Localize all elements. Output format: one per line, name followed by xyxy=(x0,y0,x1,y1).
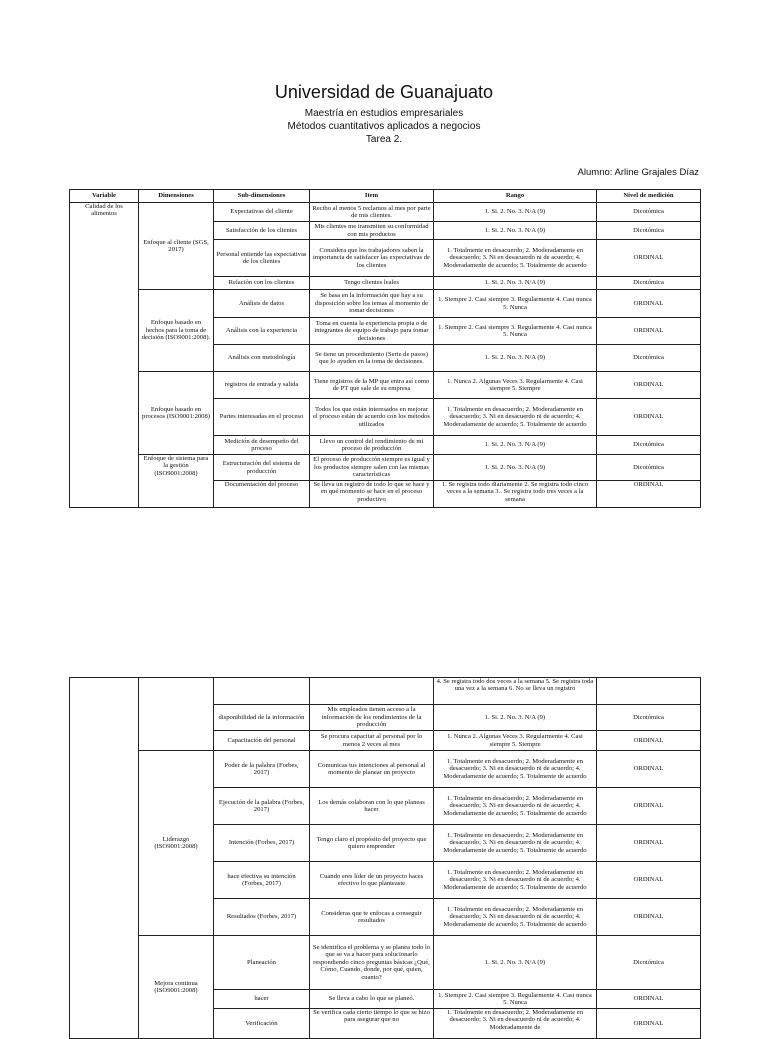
nivel-cell: ORDINAL xyxy=(597,751,701,788)
rango-cell: 1. Totalmente en desacuerdo; 2. Moderadamente en desacuerdo; 3. Ni en desacuerdo ni de acuerdo; 4. Moderadamente de acuerdo; 5. Totalmente de acuerdo xyxy=(434,825,597,862)
page-subtitle-course: Métodos cuantitativos aplicados a negocios xyxy=(287,121,481,132)
dimension-cell: Liderazgo (ISO9001:2008) xyxy=(139,751,214,936)
item-cell: Tengo claro el propósito del proyecto que quiero emprender xyxy=(310,825,434,862)
item-cell: Se identifica el problema y se planea todo lo que se va a hacer para solucionarlo respondiendo cinco preguntas básicas ¿Qué, Cómo, Cuando, donde, por qué, quien, cuanto? xyxy=(310,936,434,990)
variables-table-page2 xyxy=(69,677,701,1039)
rango-cell: 1. Totalmente en desacuerdo; 2. Moderadamente en desacuerdo; 3. Ni en desacuerdo ni de acuerdo; 4. Moderadamente de acuerdo; 5. Totalmente de acuerdo xyxy=(434,899,597,936)
table-row xyxy=(70,678,701,705)
item-cell: Se tiene un procedimiento (Serie de pasos) que lo ayuden en la toma de decisiones. xyxy=(310,345,434,372)
column-header: Variable xyxy=(70,190,139,203)
rango-cell: 1. Si. 2. No. 3. N/A (9) xyxy=(434,222,597,240)
subdimension-cell: Planeación xyxy=(214,936,310,990)
nivel-cell: ORDINAL xyxy=(597,731,701,751)
rango-cell: 1. Si. 2. No. 3. N/A (9) xyxy=(434,936,597,990)
item-cell xyxy=(310,678,434,705)
variable-cell: Calidad de los alimentos xyxy=(70,203,139,508)
table-row xyxy=(70,372,701,399)
column-header: Nivel de medición xyxy=(597,190,701,203)
nivel-cell: ORDINAL xyxy=(597,372,701,399)
item-cell: Cuando eres líder de un proyecto haces efectivo lo que planteaste xyxy=(310,862,434,899)
rango-cell: 1. Siempre 2. Casi siempre 3. Regularmente 4. Casi nunca 5. Nunca xyxy=(434,990,597,1009)
item-cell: Los demás colaboran con lo que planeas hacer xyxy=(310,788,434,825)
nivel-cell: Dicotómica xyxy=(597,705,701,731)
rango-cell: 1. Si. 2. No. 3. N/A (9) xyxy=(434,705,597,731)
subdimension-cell: Verificación xyxy=(214,1009,310,1039)
item-cell: Todos los que están interesados en mejorar el proceso están de acuerdo con los métodos utilizados xyxy=(310,399,434,436)
subdimension-cell: hace efectiva su intención (Forbes, 2017) xyxy=(214,862,310,899)
rango-cell: 1. Totalmente en desacuerdo; 2. Moderadamente en desacuerdo; 3. Ni en desacuerdo ni de acuerdo; 4. Moderadamente de acuerdo; 5. Totalmente de acuerdo xyxy=(434,399,597,436)
item-cell: Se lleva un registro de todo lo que se hace y en qué momento se hace en el proceso productivo xyxy=(310,481,434,508)
rango-cell: 1. Si. 2. No. 3. N/A (9) xyxy=(434,345,597,372)
student-name: Alumno: Arline Grajales Díaz xyxy=(577,167,699,178)
nivel-cell: ORDINAL xyxy=(597,990,701,1009)
item-cell: Se basa en la información que hay a su disposición sobre los temas al momento de tomar decisiones xyxy=(310,290,434,318)
table-row xyxy=(70,290,701,318)
item-cell: Comunicas tus intenciones al personal al momento de planear un proyecto xyxy=(310,751,434,788)
dimension-cell: Enfoque basado en procesos (ISO9001:2008) xyxy=(139,372,214,455)
subdimension-cell: Análisis con metodología xyxy=(214,345,310,372)
rango-cell: 1. Siempre 2. Casi siempre 3. Regularmente 4. Casi nunca 5. Nunca xyxy=(434,290,597,318)
subdimension-cell: Intención (Forbes, 2017) xyxy=(214,825,310,862)
table-row xyxy=(70,936,701,990)
dimension-cell: Enfoque de sistema para la gestión (ISO9001:2008) xyxy=(139,455,214,508)
dimension-cell: Enfoque basado en hechos para la toma de decisión (ISO9001:2008). xyxy=(139,290,214,372)
item-cell: Se procura capacitar al personal por lo menos 2 veces al mes xyxy=(310,731,434,751)
rango-cell: 4. Se registra todo dos veces a la semana 5. Se registra toda una vez a la semana 6. No se lleva un registro xyxy=(434,678,597,705)
subdimension-cell: Documentación del proceso xyxy=(214,481,310,508)
subdimension-cell xyxy=(214,678,310,705)
dimension-cell: Enfoque al cliente (SGS, 2017) xyxy=(139,203,214,290)
nivel-cell: ORDINAL xyxy=(597,240,701,277)
dimension-cell xyxy=(139,678,214,751)
subdimension-cell: Relación con los clientes xyxy=(214,277,310,290)
item-cell: Tengo clientes leales xyxy=(310,277,434,290)
subdimension-cell: Capacitación del personal xyxy=(214,731,310,751)
rango-cell: 1. Totalmente en desacuerdo; 2. Moderadamente en desacuerdo; 3. Ni en desacuerdo ni de acuerdo; 4. Moderadamente de acuerdo; 5. Totalmente de acuerdo xyxy=(434,240,597,277)
column-header: Rango xyxy=(434,190,597,203)
nivel-cell: ORDINAL xyxy=(597,825,701,862)
item-cell: El proceso de producción siempre es igual y los productos siempre salen con las mismas características xyxy=(310,455,434,481)
nivel-cell: Dicotómica xyxy=(597,345,701,372)
nivel-cell: Dicotómica xyxy=(597,222,701,240)
column-header: Dimensiones xyxy=(139,190,214,203)
nivel-cell: Dicotómica xyxy=(597,277,701,290)
nivel-cell: ORDINAL xyxy=(597,1009,701,1039)
subdimension-cell: Expectativas del cliente xyxy=(214,203,310,222)
subdimension-cell: Partes interesadas en el proceso xyxy=(214,399,310,436)
rango-cell: 1. Si. 2. No. 3. N/A (9) xyxy=(434,455,597,481)
subdimension-cell: disponibilidad de la información xyxy=(214,705,310,731)
nivel-cell: ORDINAL xyxy=(597,399,701,436)
nivel-cell: ORDINAL xyxy=(597,318,701,345)
rango-cell: 1. Se registra todo diariamente 2. Se registra todo cinco veces a la semana 3.. Se registra todo tres veces a la semana xyxy=(434,481,597,508)
rango-cell: 1. Nunca 2. Algunas Veces 3. Regularmente 4. Casi siempre 5. Siempre xyxy=(434,731,597,751)
item-cell: Llevo un control del rendimiento de mi proceso de producción xyxy=(310,436,434,455)
rango-cell: 1. Si. 2. No. 3. N/A (9) xyxy=(434,203,597,222)
table-row xyxy=(70,203,701,222)
item-cell: Mis empleados tienen acceso a la información de los rendimientos de la producción xyxy=(310,705,434,731)
page-subtitle-program: Maestría en estudios empresariales xyxy=(304,108,464,119)
item-cell: Mis clientes me transmiten su conformidad con mis productos xyxy=(310,222,434,240)
item-cell: Se verifica cada cierto tiempo lo que se hizo para asegurar que no xyxy=(310,1009,434,1039)
item-cell: Toma en cuenta la experiencia propia o de integrantes de equipo de trabajo para tomar decisiones xyxy=(310,318,434,345)
nivel-cell: Dicotómica xyxy=(597,455,701,481)
nivel-cell: Dicotómica xyxy=(597,203,701,222)
subdimension-cell: Personal entiende las expectativas de los clientes xyxy=(214,240,310,277)
rango-cell: 1. Si. 2. No. 3. N/A (9) xyxy=(434,436,597,455)
table-row xyxy=(70,455,701,481)
nivel-cell xyxy=(597,678,701,705)
page-subtitle-assignment: Tarea 2. xyxy=(365,134,403,145)
subdimension-cell: Análisis con la experiencia xyxy=(214,318,310,345)
subdimension-cell: Estructuración del sistema de producción xyxy=(214,455,310,481)
rango-cell: 1. Totalmente en desacuerdo; 2. Moderadamente en desacuerdo; 3. Ni en desacuerdo ni de acuerdo; 4. Moderadamente de xyxy=(434,1009,597,1039)
item-cell: Se lleva a cabo lo que se planeó. xyxy=(310,990,434,1009)
variable-cell xyxy=(70,678,139,1039)
rango-cell: 1. Totalmente en desacuerdo; 2. Moderadamente en desacuerdo; 3. Ni en desacuerdo ni de acuerdo; 4. Moderadamente de acuerdo; 5. Totalmente de acuerdo xyxy=(434,788,597,825)
dimension-cell: Mejora continua (ISO9001:2008) xyxy=(139,936,214,1039)
nivel-cell: ORDINAL xyxy=(597,290,701,318)
nivel-cell: ORDINAL xyxy=(597,862,701,899)
subdimension-cell: Análisis de datos xyxy=(214,290,310,318)
item-cell: Consideras que te enfocas a conseguir resultados xyxy=(310,899,434,936)
subdimension-cell: Poder de la palabra (Forbes, 2017) xyxy=(214,751,310,788)
nivel-cell: Dicotómica xyxy=(597,436,701,455)
item-cell: Tiene registros de la MP que entra así como de PT que sale de su empresa xyxy=(310,372,434,399)
rango-cell: 1. Siempre 2. Casi siempre 3. Regularmente 4. Casi nunca 5. Nunca xyxy=(434,318,597,345)
rango-cell: 1. Nunca 2. Algunas Veces 3. Regularmente 4. Casi siempre 5. Siempre xyxy=(434,372,597,399)
table-row xyxy=(70,751,701,788)
nivel-cell: ORDINAL xyxy=(597,481,701,508)
page-title: Universidad de Guanajuato xyxy=(274,82,494,102)
variables-table-page1 xyxy=(69,189,701,508)
column-header: Item xyxy=(310,190,434,203)
nivel-cell: ORDINAL xyxy=(597,788,701,825)
subdimension-cell: Resultados (Forbes, 2017) xyxy=(214,899,310,936)
subdimension-cell: hacer xyxy=(214,990,310,1009)
rango-cell: 1. Si. 2. No. 3. N/A (9) xyxy=(434,277,597,290)
subdimension-cell: Ejecución de la palabra (Forbes, 2017) xyxy=(214,788,310,825)
nivel-cell: ORDINAL xyxy=(597,899,701,936)
subdimension-cell: Medición de desempeño del proceso xyxy=(214,436,310,455)
subdimension-cell: Satisfacción de los clientes xyxy=(214,222,310,240)
item-cell: Recibo al menos 5 reclamos al mes por parte de mis clientes. xyxy=(310,203,434,222)
rango-cell: 1. Totalmente en desacuerdo; 2. Moderadamente en desacuerdo; 3. Ni en desacuerdo ni de acuerdo; 4. Moderadamente de acuerdo; 5. Totalmente de acuerdo xyxy=(434,862,597,899)
nivel-cell: Dicotómica xyxy=(597,936,701,990)
column-header: Sub-dimensiones xyxy=(214,190,310,203)
subdimension-cell: registros de entrada y salida xyxy=(214,372,310,399)
item-cell: Considera que los trabajadores saben la importancia de satisfacer las expectativas de los clientes xyxy=(310,240,434,277)
rango-cell: 1. Totalmente en desacuerdo; 2. Moderadamente en desacuerdo; 3. Ni en desacuerdo ni de acuerdo; 4. Moderadamente de acuerdo; 5. Totalmente de acuerdo xyxy=(434,751,597,788)
